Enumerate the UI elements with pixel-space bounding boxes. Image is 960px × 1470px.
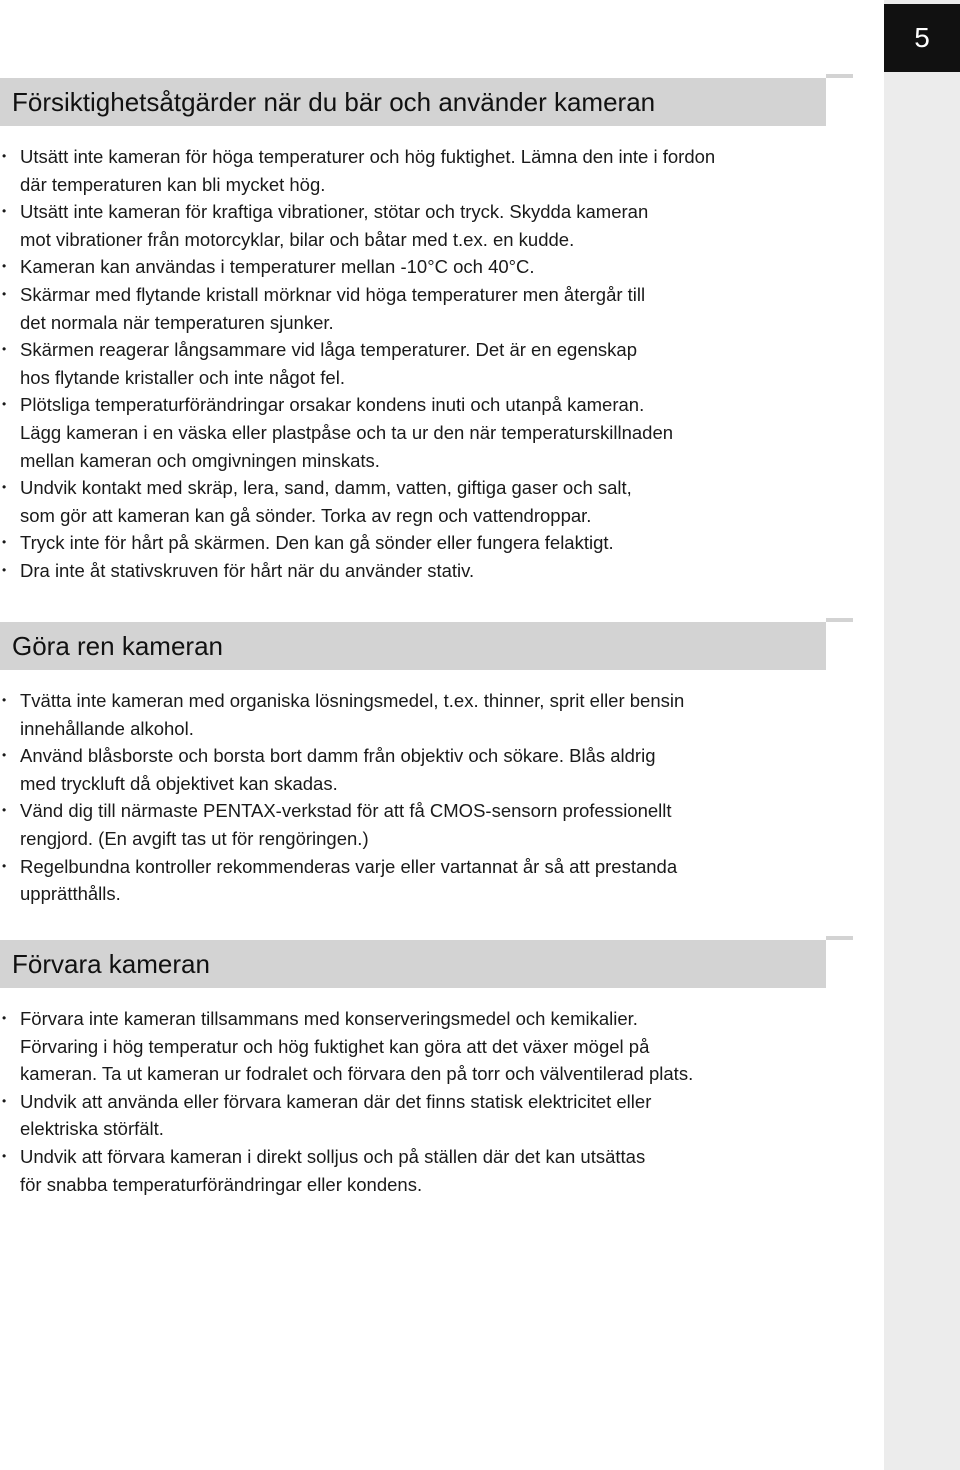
list-item bbox=[0, 143, 880, 198]
list-item-text: Kameran kan användas i temperaturer mellan -10°C och 40°C. bbox=[20, 256, 535, 278]
bullet-icon: • bbox=[2, 748, 7, 763]
list-item-text: Skärmar med flytande kristall mörknar vid höga temperaturer men återgår till det normala när temperaturen sjunker. bbox=[20, 283, 646, 333]
bullet-icon: • bbox=[2, 149, 7, 163]
bullet-icon: • bbox=[2, 1093, 7, 1108]
list-item bbox=[0, 1088, 880, 1143]
bullet-list bbox=[0, 687, 880, 908]
list-item-text: Plötsliga temperaturförändringar orsakar kondens inuti och utanpå kameran. Lägg kameran i en väska eller plastpåse och ta ur den när temperaturskillnaden mellan kameran och omgivningen minskats. bbox=[20, 394, 674, 471]
bullet-list bbox=[0, 1005, 880, 1198]
list-item-text: Undvik kontakt med skräp, lera, sand, damm, vatten, giftiga gaser och salt, som gör att kameran kan gå sönder. Torka av regn och vattendroppar. bbox=[20, 477, 632, 526]
list-item-text: Utsätt inte kameran för kraftiga vibrationer, stötar och tryck. Skydda kameran mot vibrationer från motorcyklar, bilar och båtar med t.ex. en kudde. bbox=[20, 201, 649, 250]
bullet-icon: • bbox=[2, 1011, 7, 1025]
section-cleaning bbox=[0, 618, 880, 908]
bullet-icon: • bbox=[2, 803, 7, 818]
list-item-text: Regelbundna kontroller rekommenderas varje eller vartannat år så att prestanda upprätthålls. bbox=[20, 855, 678, 905]
section-heading: Försiktighetsåtgärder när du bär och använder kameran bbox=[12, 87, 656, 117]
list-item-text: Vänd dig till närmaste PENTAX-verkstad för att få CMOS-sensorn professionellt rengjord. (En avgift tas ut för rengöringen.) bbox=[20, 800, 672, 849]
list-item bbox=[0, 742, 880, 797]
page-number: 5 bbox=[914, 22, 930, 53]
heading-accent-line bbox=[826, 74, 853, 78]
bullet-icon: • bbox=[2, 480, 7, 495]
heading-accent-line bbox=[826, 936, 853, 940]
list-item bbox=[0, 797, 880, 852]
list-item-text: Skärmen reagerar långsammare vid låga temperaturer. Det är en egenskap hos flytande kristaller och inte något fel. bbox=[20, 339, 637, 388]
bullet-list bbox=[0, 143, 880, 585]
list-item bbox=[0, 1005, 880, 1088]
section-heading: Förvara kameran bbox=[12, 949, 210, 979]
list-item bbox=[0, 281, 880, 336]
bullet-icon: • bbox=[2, 693, 7, 707]
list-item-text: Förvara inte kameran tillsammans med konserveringsmedel och kemikalier. Förvaring i hög temperatur och hög fuktighet kan göra att det växer mögel på kameran. Ta ut kameran ur fodralet och förvara den på torr och välventilerad plats. bbox=[20, 1008, 694, 1085]
bullet-icon: • bbox=[2, 397, 7, 412]
section-storage bbox=[0, 936, 880, 1198]
heading-accent-line bbox=[826, 618, 853, 622]
section-handling-precautions bbox=[0, 74, 880, 585]
list-item bbox=[0, 687, 880, 742]
bullet-icon: • bbox=[2, 342, 7, 357]
list-item-text: Tryck inte för hårt på skärmen. Den kan gå sönder eller fungera felaktigt. bbox=[20, 532, 614, 554]
list-item-text: Tvätta inte kameran med organiska lösningsmedel, t.ex. thinner, sprit eller bensin innehållande alkohol. bbox=[20, 690, 685, 739]
bullet-icon: • bbox=[2, 562, 7, 577]
list-item-text: Undvik att använda eller förvara kameran där det finns statisk elektricitet eller elektriska störfält. bbox=[20, 1090, 652, 1140]
list-item bbox=[0, 557, 880, 585]
page-number-tab bbox=[884, 4, 960, 72]
section-heading: Göra ren kameran bbox=[12, 631, 223, 661]
list-item bbox=[0, 529, 880, 557]
list-item bbox=[0, 336, 880, 391]
list-item-text: Dra inte åt stativskruven för hårt när du använder stativ. bbox=[20, 559, 475, 581]
bullet-icon: • bbox=[2, 1148, 7, 1163]
bullet-icon: • bbox=[2, 286, 7, 301]
list-item-text: Undvik att förvara kameran i direkt solljus och på ställen där det kan utsättas för snabba temperaturförändringar eller kondens. bbox=[20, 1145, 646, 1195]
list-item bbox=[0, 391, 880, 474]
list-item bbox=[0, 198, 880, 253]
bullet-icon: • bbox=[2, 858, 7, 873]
list-item bbox=[0, 1143, 880, 1198]
section-heading-bar bbox=[0, 936, 880, 988]
bullet-icon: • bbox=[2, 259, 7, 274]
side-margin-strip bbox=[884, 0, 960, 1470]
section-heading-bar bbox=[0, 618, 880, 670]
list-item bbox=[0, 253, 880, 281]
section-heading-bar bbox=[0, 74, 880, 126]
bullet-icon: • bbox=[2, 535, 7, 550]
list-item-text: Utsätt inte kameran för höga temperaturer och hög fuktighet. Lämna den inte i fordon där temperaturen kan bli mycket hög. bbox=[20, 146, 716, 195]
list-item bbox=[0, 474, 880, 529]
list-item-text: Använd blåsborste och borsta bort damm från objektiv och sökare. Blås aldrig med tryckluft då objektivet kan skadas. bbox=[20, 745, 656, 794]
list-item bbox=[0, 853, 880, 908]
bullet-icon: • bbox=[2, 204, 7, 219]
